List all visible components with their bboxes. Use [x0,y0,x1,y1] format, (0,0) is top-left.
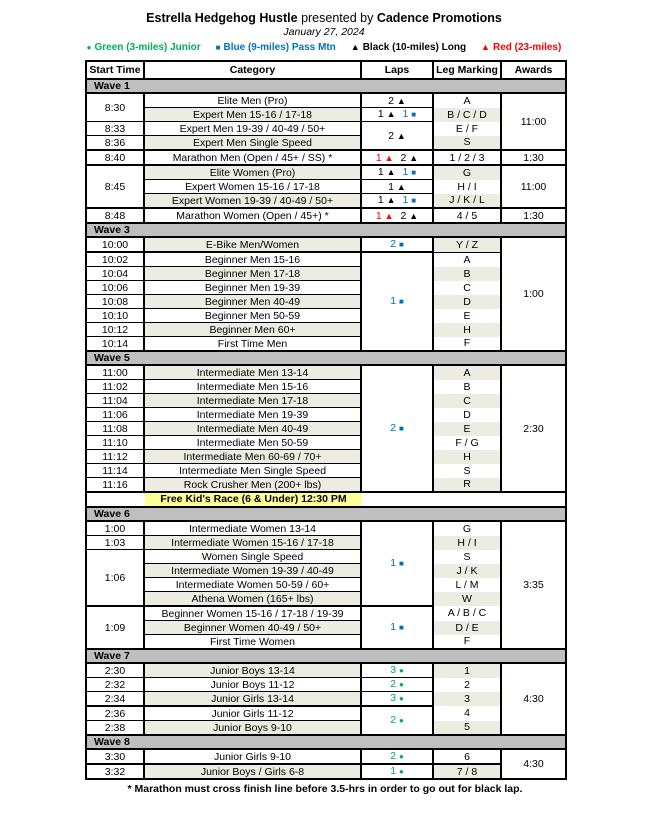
category-cell: Junior Boys 9-10 [144,721,361,736]
start-time-cell: 11:10 [86,436,144,450]
wave-label: Wave 3 [86,223,566,237]
kids-race-cell [86,492,566,507]
leg-marking-cell: D / E [433,621,501,635]
wave-label: Wave 6 [86,507,566,521]
start-time-cell: 10:08 [86,295,144,309]
green-dot-icon: ● [398,752,404,761]
start-time-cell: 10:02 [86,252,144,267]
sponsor-name: Cadence Promotions [376,11,502,25]
race-schedule-table [85,60,567,780]
leg-marking-cell: F [433,337,501,352]
leg-marking-cell: S [433,464,501,478]
red-triangle-icon: ▲ [384,152,394,163]
leg-marking-cell: B / C / D [433,108,501,122]
black-triangle-icon: ▲ [350,42,360,52]
laps-cell [361,208,433,223]
legend-label: Black (10-miles) Long [362,42,467,53]
table-row [86,194,566,209]
table-row [86,180,566,194]
category-cell: Intermediate Men 13-14 [144,365,361,380]
table-row [86,380,566,394]
black-triangle-icon: ▲ [386,195,396,205]
wave-header-row [86,649,566,663]
table-row [86,749,566,764]
leg-marking-cell: B [433,267,501,281]
table-row [86,663,566,678]
category-cell: Intermediate Women 15-16 / 17-18 [144,536,361,550]
category-cell: Intermediate Women 19-39 / 40-49 [144,564,361,578]
leg-marking-cell: C [433,281,501,295]
awards-cell: 4:30 [501,663,566,735]
leg-marking-cell: A / B / C [433,606,501,621]
category-cell: Beginner Men 60+ [144,323,361,337]
leg-marking-cell: E [433,309,501,323]
legend-item [481,42,561,53]
leg-marking-cell: D [433,295,501,309]
table-row [86,564,566,578]
table-row [86,721,566,736]
table-row [86,237,566,252]
start-time-cell: 2:34 [86,692,144,707]
leg-marking-cell: G [433,521,501,536]
leg-marking-cell: 7 / 8 [433,764,501,779]
category-cell: Intermediate Men 15-16 [144,380,361,394]
table-row [86,208,566,223]
black-triangle-icon: ▲ [386,167,396,177]
green-dot-icon: ● [398,716,404,725]
laps-cell [361,150,433,165]
blue-square-icon: ■ [411,110,417,119]
lap-count: 2 ■ [390,238,404,250]
lap-count: 2 ● [390,750,404,762]
legend-label: Blue (9-miles) Pass Mtn [223,42,336,53]
leg-marking-cell: H / I [433,536,501,550]
laps-cell [361,678,433,692]
lap-count: 1 ▲ [377,108,396,120]
lap-count: 3 ● [390,692,404,704]
table-row [86,408,566,422]
start-time-cell: 8:33 [86,122,144,136]
table-row [86,536,566,550]
awards-cell: 4:30 [501,749,566,779]
lap-count: 3 ● [390,664,404,676]
lap-count: 1 ■ [390,621,404,633]
black-triangle-icon: ▲ [409,210,419,221]
black-triangle-icon: ▲ [396,95,406,106]
wave-label: Wave 5 [86,351,566,365]
leg-marking-cell: F / G [433,436,501,450]
leg-marking-cell: 1 [433,663,501,678]
red-triangle-icon: ▲ [481,42,490,52]
start-time-cell: 8:45 [86,165,144,208]
leg-marking-cell: F [433,635,501,650]
wave-header-row [86,223,566,237]
category-cell: Intermediate Women 50-59 / 60+ [144,578,361,592]
legend-label: Red (23-miles) [492,42,562,53]
leg-marking-cell: 6 [433,749,501,764]
start-time-cell: 10:00 [86,237,144,252]
red-triangle-icon: ▲ [384,210,394,221]
category-cell: Expert Men 15-16 / 17-18 [144,108,361,122]
blue-square-icon: ■ [398,623,404,632]
lap-count: 2 ● [390,678,404,690]
lap-count: 1 ■ [402,194,417,206]
category-cell: Junior Girls 11-12 [144,706,361,721]
table-row [86,267,566,281]
category-cell: Beginner Men 17-18 [144,267,361,281]
category-cell: Junior Girls 9-10 [144,749,361,764]
table-row [86,492,566,507]
table-row [86,394,566,408]
start-time-cell: 2:30 [86,663,144,678]
wave-header-row [86,79,566,93]
leg-marking-cell: Y / Z [433,237,501,252]
category-cell: Intermediate Men 40-49 [144,422,361,436]
category-cell: Intermediate Women 13-14 [144,521,361,536]
start-time-cell: 11:14 [86,464,144,478]
awards-cell: 3:35 [501,521,566,649]
category-cell: Marathon Women (Open / 45+) * [144,208,361,223]
leg-marking-cell: D [433,408,501,422]
black-triangle-icon: ▲ [396,181,406,192]
start-time-cell: 2:38 [86,721,144,736]
start-time-cell: 8:30 [86,93,144,122]
awards-cell: 1:30 [501,150,566,165]
title-connector: presented by [297,11,377,25]
laps-cell [361,237,433,252]
table-row [86,165,566,180]
wave-header-row [86,351,566,365]
start-time-cell: 11:16 [86,478,144,493]
category-cell: Beginner Men 50-59 [144,309,361,323]
category-cell: Expert Men 19-39 / 40-49 / 50+ [144,122,361,136]
event-date: January 27, 2024 [283,26,365,38]
lap-count: 2 ▲ [388,94,406,107]
blue-square-icon: ■ [411,168,417,177]
wave-label: Wave 7 [86,649,566,663]
category-cell: Junior Boys 13-14 [144,663,361,678]
column-header-laps: Laps [361,61,433,79]
category-cell: Marathon Men (Open / 45+ / SS) * [144,150,361,165]
laps-cell [361,194,433,209]
laps-cell [361,180,433,194]
wave-label: Wave 8 [86,735,566,749]
category-cell: Junior Girls 13-14 [144,692,361,707]
lap-count: 1 ■ [402,166,417,178]
category-cell: Elite Women (Pro) [144,165,361,180]
laps-cell [361,606,433,649]
lap-count: 1 ▲ [388,180,406,193]
start-time-cell: 8:48 [86,208,144,223]
table-row [86,706,566,721]
table-row [86,621,566,635]
table-row [86,692,566,707]
wave-label: Wave 1 [86,79,566,93]
category-cell: Beginner Men 40-49 [144,295,361,309]
awards-cell: 11:00 [501,165,566,208]
black-triangle-icon: ▲ [409,152,419,163]
laps-cell [361,764,433,779]
leg-marking-cell: S [433,550,501,564]
table-row [86,309,566,323]
start-time-cell: 11:00 [86,365,144,380]
table-row [86,464,566,478]
lap-count: 2 ▲ [400,209,419,222]
awards-cell: 1:00 [501,237,566,351]
start-time-cell: 1:09 [86,606,144,649]
start-time-cell: 11:04 [86,394,144,408]
legend-item [87,42,201,53]
category-cell: Beginner Men 19-39 [144,281,361,295]
leg-marking-cell: C [433,394,501,408]
black-triangle-icon: ▲ [396,130,406,141]
start-time-cell: 11:06 [86,408,144,422]
lap-count: 1 ▲ [375,209,394,222]
laps-cell [361,663,433,678]
awards-cell: 11:00 [501,93,566,150]
table-row [86,323,566,337]
leg-marking-cell: 4 / 5 [433,208,501,223]
category-cell: Junior Boys 11-12 [144,678,361,692]
leg-marking-cell: L / M [433,578,501,592]
laps-cell [361,252,433,351]
page-title [0,0,648,25]
start-time-cell: 11:08 [86,422,144,436]
black-triangle-icon: ▲ [386,109,396,119]
leg-marking-cell: R [433,478,501,493]
blue-square-icon: ■ [398,297,404,306]
category-cell: Expert Men Single Speed [144,136,361,151]
start-time-cell: 11:12 [86,450,144,464]
lap-count: 1 ■ [390,295,404,307]
lap-count: 1 ● [390,765,404,777]
leg-marking-cell: A [433,252,501,267]
start-time-cell: 10:04 [86,267,144,281]
table-row [86,521,566,536]
category-cell: Intermediate Men Single Speed [144,464,361,478]
table-row [86,764,566,779]
laps-cell [361,692,433,707]
category-cell: Expert Women 19-39 / 40-49 / 50+ [144,194,361,209]
table-row [86,635,566,650]
category-cell: Elite Men (Pro) [144,93,361,108]
category-cell: First Time Women [144,635,361,650]
laps-cell [361,165,433,180]
leg-marking-cell: H [433,450,501,464]
table-row [86,450,566,464]
lap-count: 2 ■ [390,422,404,434]
leg-marking-cell: 4 [433,706,501,721]
kids-race-note: Free Kid's Race (6 & Under) 12:30 PM [145,493,362,506]
legend-label: Green (3-miles) Junior [94,42,201,53]
table-row [86,578,566,592]
column-header-awards: Awards [501,61,566,79]
leg-marking-cell: E [433,422,501,436]
lap-count: 2 ● [390,714,404,726]
laps-cell [361,365,433,492]
legend-item [216,42,336,53]
category-cell: Beginner Men 15-16 [144,252,361,267]
table-row [86,550,566,564]
category-cell: Expert Women 15-16 / 17-18 [144,180,361,194]
leg-marking-cell: H [433,323,501,337]
leg-marking-cell: 3 [433,692,501,707]
leg-marking-cell: A [433,365,501,380]
legend-item [351,42,466,53]
leg-marking-cell: A [433,93,501,108]
awards-cell: 2:30 [501,365,566,492]
leg-marking-cell: E / F [433,122,501,136]
category-cell: Intermediate Men 17-18 [144,394,361,408]
start-time-cell: 3:32 [86,764,144,779]
table-row [86,122,566,136]
wave-header-row [86,507,566,521]
blue-square-icon: ■ [398,424,404,433]
table-row [86,436,566,450]
leg-marking-cell: J / K / L [433,194,501,209]
category-cell: Intermediate Men 60-69 / 70+ [144,450,361,464]
green-dot-icon: ● [86,42,92,52]
event-name: Estrella Hedgehog Hustle [146,11,298,25]
category-cell: E-Bike Men/Women [144,237,361,252]
leg-marking-cell: J / K [433,564,501,578]
start-time-cell: 10:12 [86,323,144,337]
start-time-cell: 1:06 [86,550,144,607]
leg-marking-cell: 1 / 2 / 3 [433,150,501,165]
table-row [86,422,566,436]
green-dot-icon: ● [398,666,404,675]
start-time-cell: 2:32 [86,678,144,692]
start-time-cell: 10:06 [86,281,144,295]
category-cell: Junior Boys / Girls 6-8 [144,764,361,779]
start-time-cell: 8:36 [86,136,144,151]
wave-header-row [86,735,566,749]
category-cell: Beginner Women 40-49 / 50+ [144,621,361,635]
table-row [86,337,566,352]
table-row [86,93,566,108]
category-cell: Intermediate Men 19-39 [144,408,361,422]
lap-count: 1 ■ [390,557,404,569]
column-header-category: Category [144,61,361,79]
green-dot-icon: ● [398,680,404,689]
table-row [86,678,566,692]
leg-marking-cell: B [433,380,501,394]
blue-square-icon: ■ [411,196,417,205]
laps-cell [361,108,433,122]
start-time-cell: 10:14 [86,337,144,352]
laps-cell [361,93,433,108]
leg-marking-cell: 5 [433,721,501,736]
lap-count: 1 ■ [402,108,417,120]
category-cell: Athena Women (165+ lbs) [144,592,361,607]
category-cell: Rock Crusher Men (200+ lbs) [144,478,361,493]
leg-marking-cell: W [433,592,501,607]
laps-cell [361,749,433,764]
table-row [86,478,566,493]
table-row [86,606,566,621]
blue-square-icon: ■ [398,240,404,249]
table-row [86,365,566,380]
column-header-start-time: Start Time [86,61,144,79]
start-time-cell: 11:02 [86,380,144,394]
lap-count: 1 ▲ [375,151,394,164]
table-row [86,252,566,267]
start-time-cell: 8:40 [86,150,144,165]
start-time-cell: 3:30 [86,749,144,764]
green-dot-icon: ● [398,694,404,703]
table-row [86,281,566,295]
column-header-leg-marking: Leg Marking [433,61,501,79]
awards-cell: 1:30 [501,208,566,223]
laps-cell [361,122,433,151]
start-time-cell: 1:00 [86,521,144,536]
table-row [86,150,566,165]
leg-marking-cell: 2 [433,678,501,692]
marathon-footnote: * Marathon must cross finish line before 3.5-hrs in order to go out for black lap. [127,783,523,795]
lap-count: 2 ▲ [388,129,406,142]
leg-marking-cell: S [433,136,501,151]
category-cell: Intermediate Men 50-59 [144,436,361,450]
table-row [86,592,566,607]
green-dot-icon: ● [398,767,404,776]
category-cell: Women Single Speed [144,550,361,564]
lap-count: 1 ▲ [377,194,396,206]
category-cell: First Time Men [144,337,361,352]
laps-cell [361,706,433,735]
table-row [86,136,566,151]
table-row [86,108,566,122]
course-legend [0,42,648,53]
start-time-cell: 10:10 [86,309,144,323]
start-time-cell: 1:03 [86,536,144,550]
table-row [86,295,566,309]
category-cell: Beginner Women 15-16 / 17-18 / 19-39 [144,606,361,621]
leg-marking-cell: G [433,165,501,180]
start-time-cell: 2:36 [86,706,144,721]
lap-count: 1 ▲ [377,166,396,178]
leg-marking-cell: H / I [433,180,501,194]
blue-square-icon: ■ [215,42,221,52]
blue-square-icon: ■ [398,559,404,568]
laps-cell [361,521,433,606]
lap-count: 2 ▲ [400,151,419,164]
column-header-row [86,61,566,79]
